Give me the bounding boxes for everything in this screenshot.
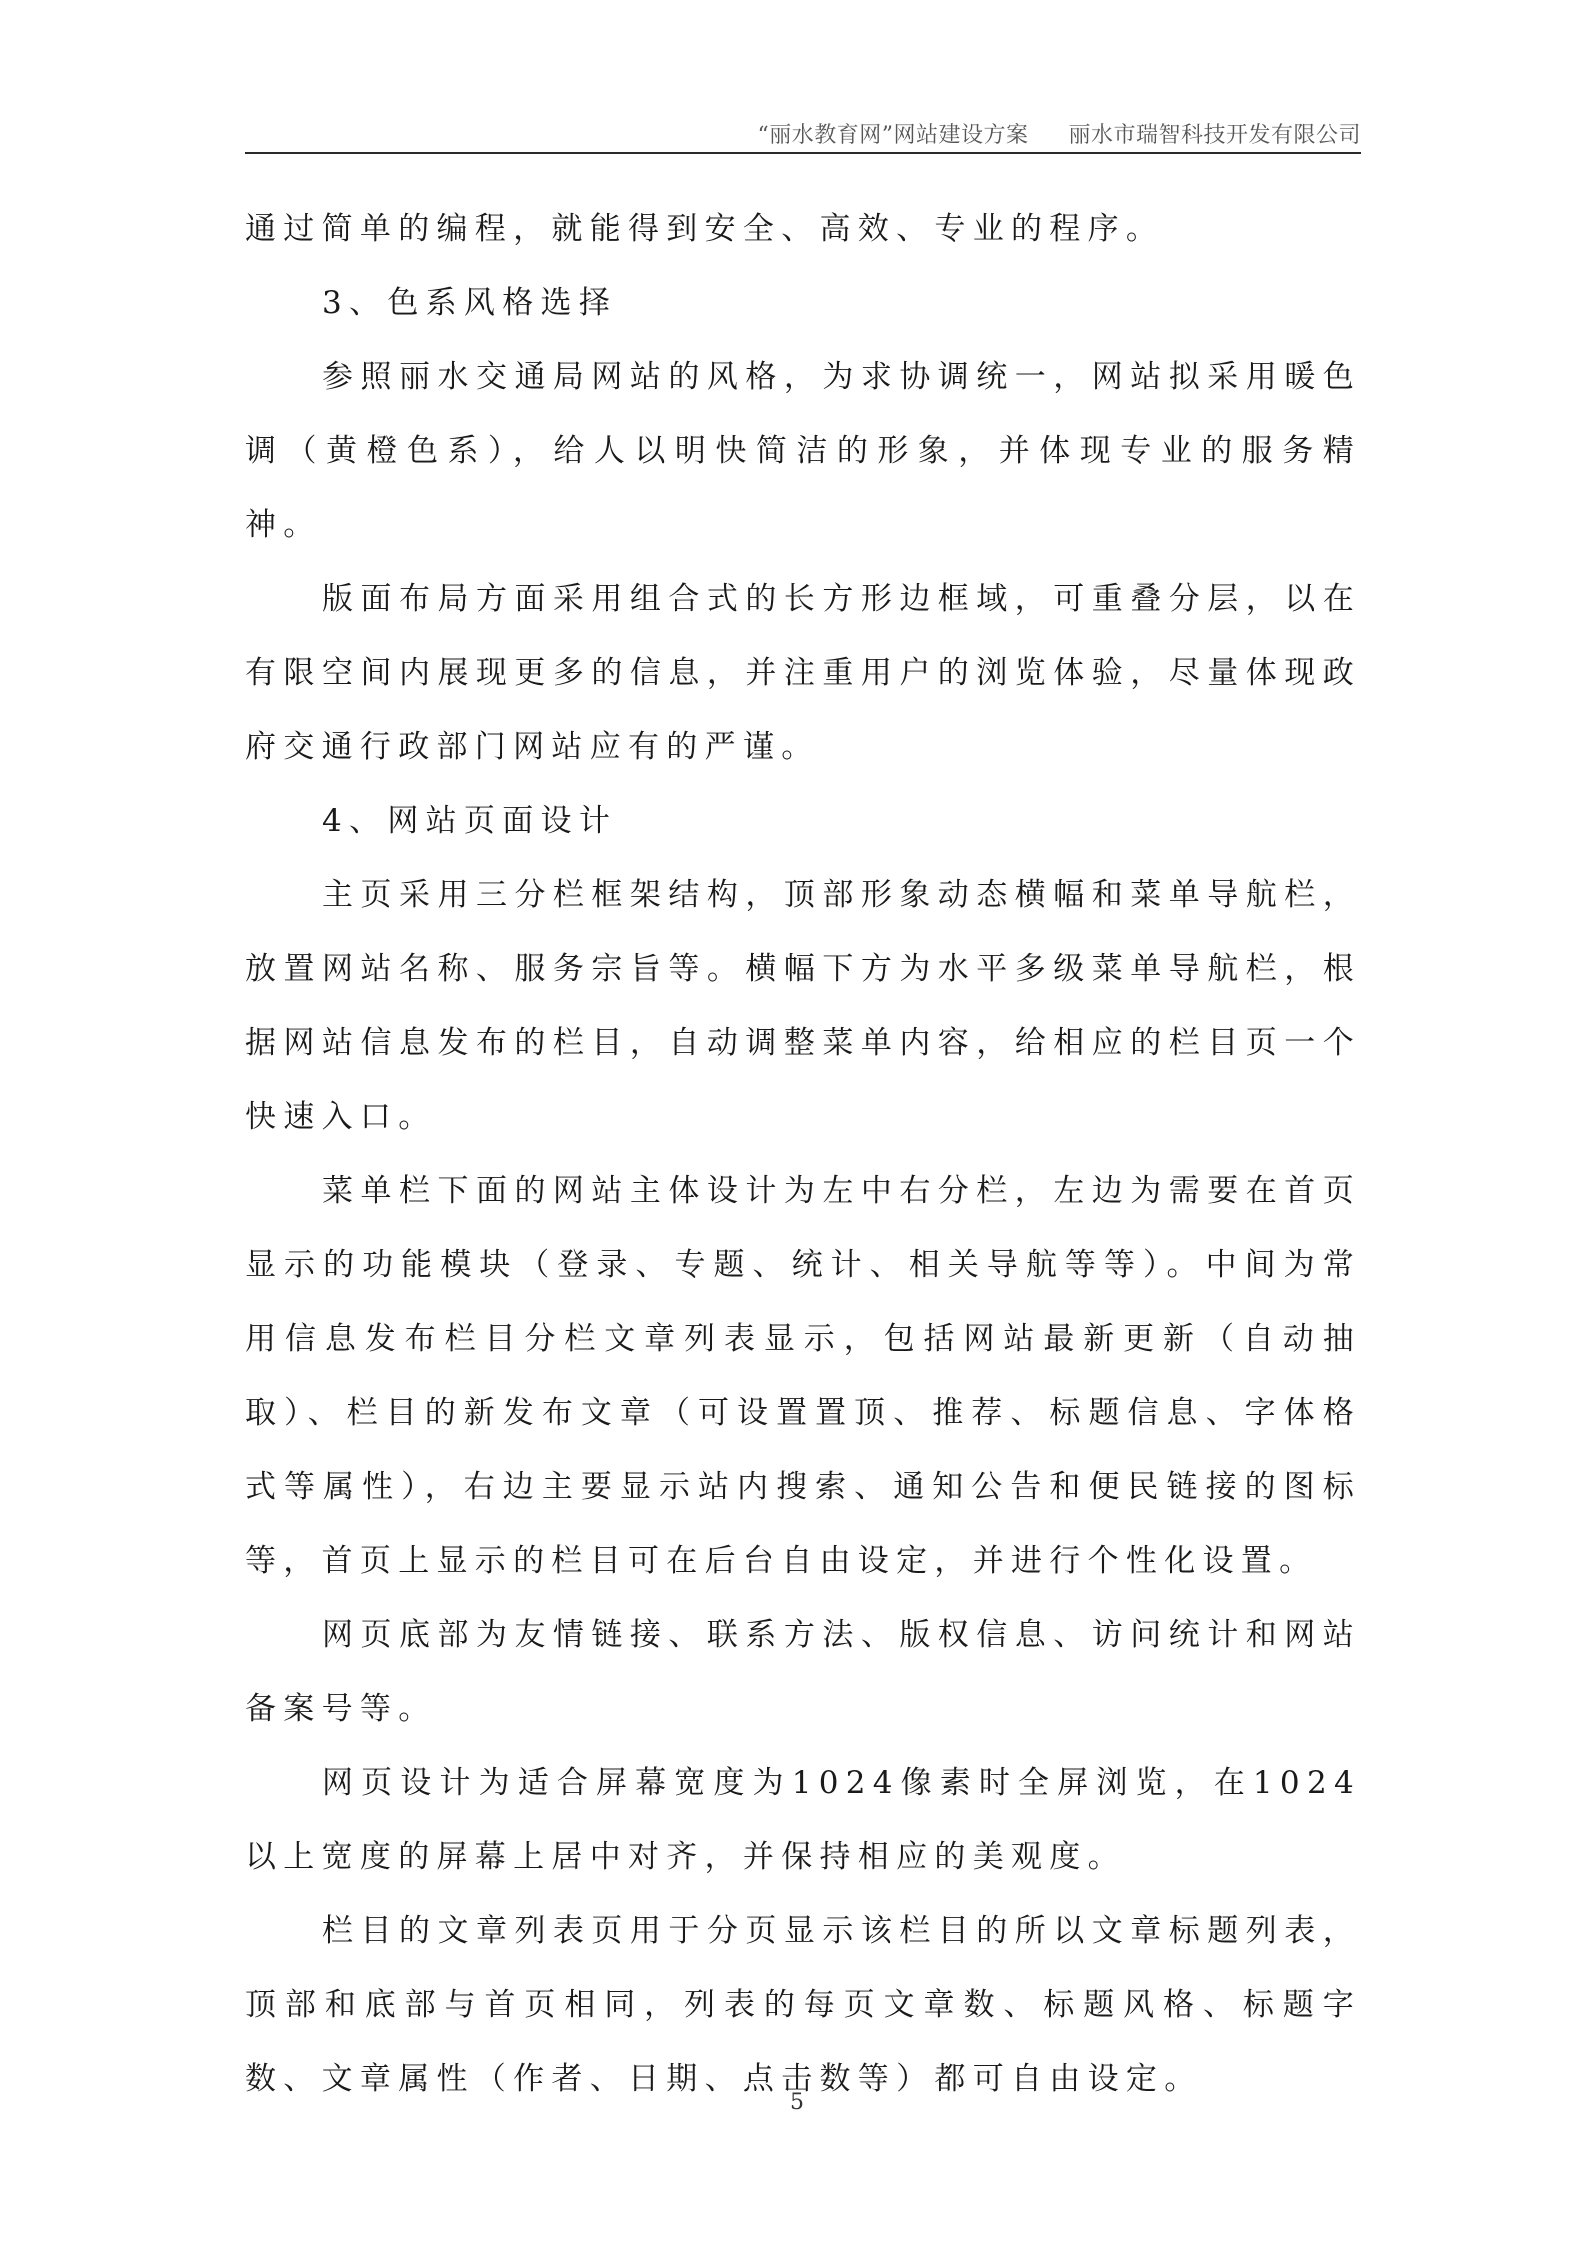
paragraph-color-tone: 参照丽水交通局网站的风格，为求协调统一，网站拟采用暖色调（黄橙色系），给人以明快简洁的形象，并体现专业的服务精神。 xyxy=(245,359,1361,543)
section-heading-page-design: 4、网站页面设计 xyxy=(322,803,618,839)
header-company-name: 丽水市瑞智科技开发有限公司 xyxy=(1068,123,1361,148)
paragraph-page-footer: 网页底部为友情链接、联系方法、版权信息、访问统计和网站备案号等。 xyxy=(245,1617,1361,1727)
header-document-title: “丽水教育网”网站建设方案 xyxy=(757,123,1029,148)
paragraph-layout: 版面布局方面采用组合式的长方形边框域，可重叠分层，以在有限空间内展现更多的信息，并注重用户的浏览体验，尽量体现政府交通行政部门网站应有的严谨。 xyxy=(245,581,1361,765)
body-text xyxy=(245,192,1361,2116)
paragraph-continuation: 通过简单的编程，就能得到安全、高效、专业的程序。 xyxy=(245,211,1165,247)
header-divider xyxy=(245,152,1361,154)
section-heading-color-style: 3、色系风格选择 xyxy=(322,285,618,321)
paragraph-article-list: 栏目的文章列表页用于分页显示该栏目的所以文章标题列表，顶部和底部与首页相同，列表的每页文章数、标题风格、标题字数、文章属性（作者、日期、点击数等）都可自由设定。 xyxy=(245,1913,1361,2097)
paragraph-homepage-structure: 主页采用三分栏框架结构，顶部形象动态横幅和菜单导航栏，放置网站名称、服务宗旨等。横幅下方为水平多级菜单导航栏，根据网站信息发布的栏目，自动调整菜单内容，给相应的栏目页一个快速入口。 xyxy=(245,877,1361,1135)
running-header xyxy=(245,118,1361,152)
page-number: 5 xyxy=(790,2090,804,2115)
paragraph-screen-width: 网页设计为适合屏幕宽度为1024像素时全屏浏览，在1024以上宽度的屏幕上居中对齐，并保持相应的美观度。 xyxy=(245,1765,1361,1875)
paragraph-main-body-columns: 菜单栏下面的网站主体设计为左中右分栏，左边为需要在首页显示的功能模块（登录、专题、统计、相关导航等等）。中间为常用信息发布栏目分栏文章列表显示，包括网站最新更新（自动抽取）、栏目的新发布文章（可设置置顶、推荐、标题信息、字体格式等属性），右边主要显示站内搜索、通知公告和便民链接的图标等，首页上显示的栏目可在后台自由设定，并进行个性化设置。 xyxy=(245,1173,1361,1579)
